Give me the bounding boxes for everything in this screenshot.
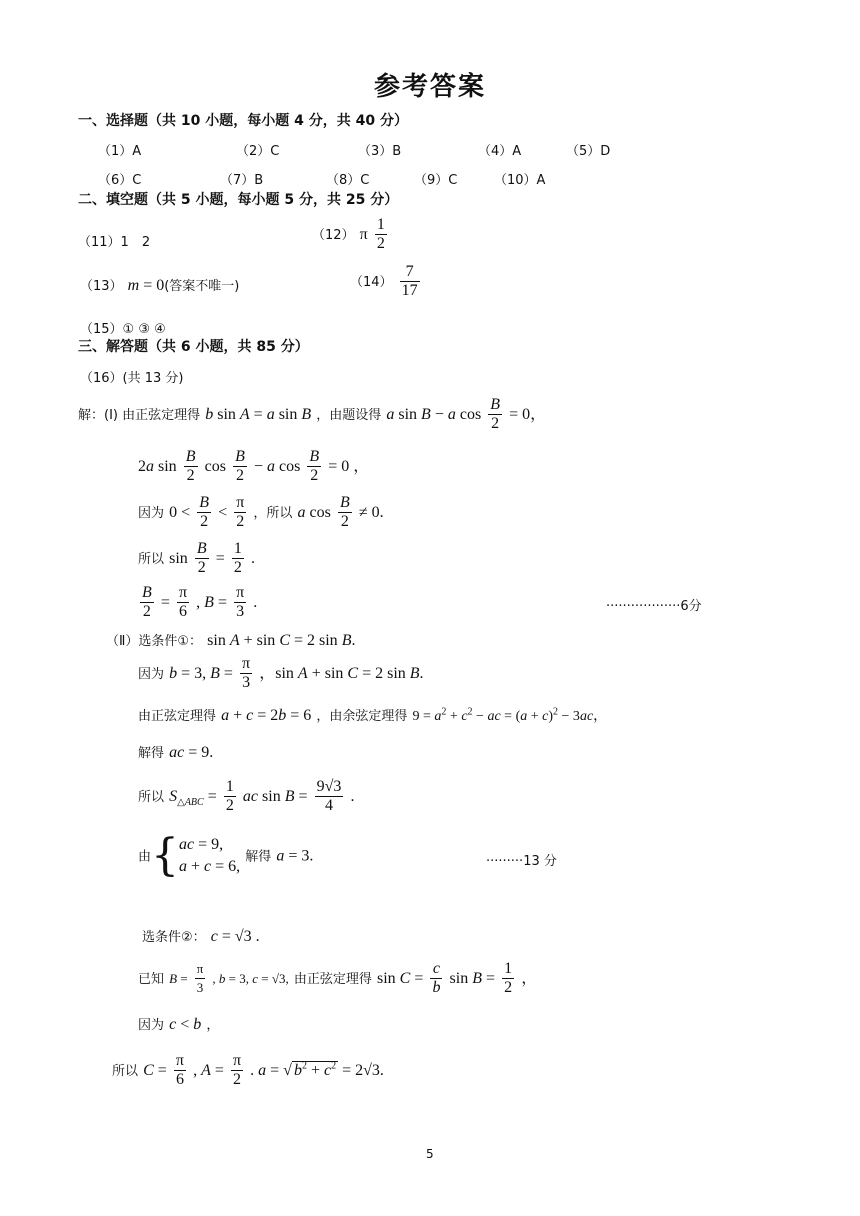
q15-answer: （15）① ③ ④ — [80, 322, 166, 337]
answer-1: （1）A — [98, 144, 142, 159]
solution-line-6: 因为 b = 3, B = $\frac{\pi}{3}$ ，sin A + sin C = 2 sin B. — [138, 655, 424, 691]
solution-line-3: 因为 0 < $\frac{B}{2}$ < $\frac{\pi}{2}$ ，所以 a cos $\frac{B}{2}$ ≠ 0. — [138, 494, 384, 530]
q12-answer: （12） π $\frac{1}{2}$ — [312, 216, 385, 252]
answer-2: （2）C — [236, 144, 280, 159]
page-title: 参考答案 — [373, 72, 486, 102]
solution-line-1: 解：(Ⅰ) 由正弦定理得 b sin A = a sin B ，由题设得 a sin B − a cos $\frac{B}{2}$ = 0， — [78, 396, 547, 432]
q11-answer: （11）1 2 — [78, 235, 151, 250]
condition2-label: 选条件②： c = √3 . — [142, 928, 260, 945]
section-heading-choice: 一、选择题（共 10 小题，每小题 4 分，共 40 分） — [78, 113, 408, 129]
solution-line-13: 所以 C = $\frac{\pi}{6}$ , A = $\frac{\pi}{2}$ . a = √ $b^2 + c^2 = 2√3$. — [112, 1052, 384, 1088]
answer-10: （10）A — [494, 173, 546, 188]
solution-line-7: 由正弦定理得 a + c = 2b = 6 ，由余弦定理得 $9 = a^2 + c^2$ − ac = $(a + c)^2 - 3ac$， — [138, 706, 608, 724]
answer-8: （8）C — [326, 173, 370, 188]
part2-condition1: （Ⅱ）选条件①： sin A + sin C = 2 sin B. — [106, 632, 356, 649]
solution-line-11: 已知 B = $\frac{\pi}{3}$ , b = 3, c = √3, 由正弦定理得 sin C = $\frac{c}{b}$ sin B = $\frac{1}{2}$ ， — [138, 960, 538, 996]
answer-6: （6）C — [98, 173, 142, 188]
section-heading-solution: 三、解答题（共 6 小题，共 85 分） — [78, 339, 309, 355]
q13-answer: （13） m = 0(答案不唯一) — [80, 277, 240, 294]
answer-4: （4）A — [478, 144, 522, 159]
q16-label: （16）(共 13 分) — [80, 371, 184, 386]
answer-5: （5）D — [566, 144, 611, 159]
solution-line-5: $\frac{B}{2}$ = $\frac{\pi}{6}$ , B = $\frac{\pi}{3}$ . — [142, 584, 258, 620]
q14-answer: （14） $\frac{7}{17}$ — [350, 263, 418, 299]
score-13: ·········13 分 — [486, 854, 557, 869]
solution-line-2: 2a sin $\frac{B}{2}$ cos $\frac{B}{2}$ − a cos $\frac{B}{2}$ = 0 ， — [138, 448, 370, 484]
score-6: ··················6分 — [606, 599, 702, 614]
answer-3: （3）B — [358, 144, 402, 159]
answer-7: （7）B — [220, 173, 264, 188]
solution-line-10: 由{ac = 9, a + c = 6, 解得 a = 3. — [138, 830, 314, 881]
solution-line-9: 所以 $S_{\triangle ABC}$ = $\frac{1}{2}$ ac sin B = $\frac{9√3}{4}$ . — [138, 778, 355, 814]
solution-line-4: 所以 sin $\frac{B}{2}$ = $\frac{1}{2}$ . — [138, 540, 255, 576]
answer-9: （9）C — [414, 173, 458, 188]
solution-line-8: 解得 ac = 9. — [138, 744, 214, 761]
page-number: 5 — [426, 1147, 434, 1161]
solution-line-12: 因为 c < b ， — [138, 1016, 220, 1033]
section-heading-fill: 二、填空题（共 5 小题，每小题 5 分，共 25 分） — [78, 192, 399, 208]
